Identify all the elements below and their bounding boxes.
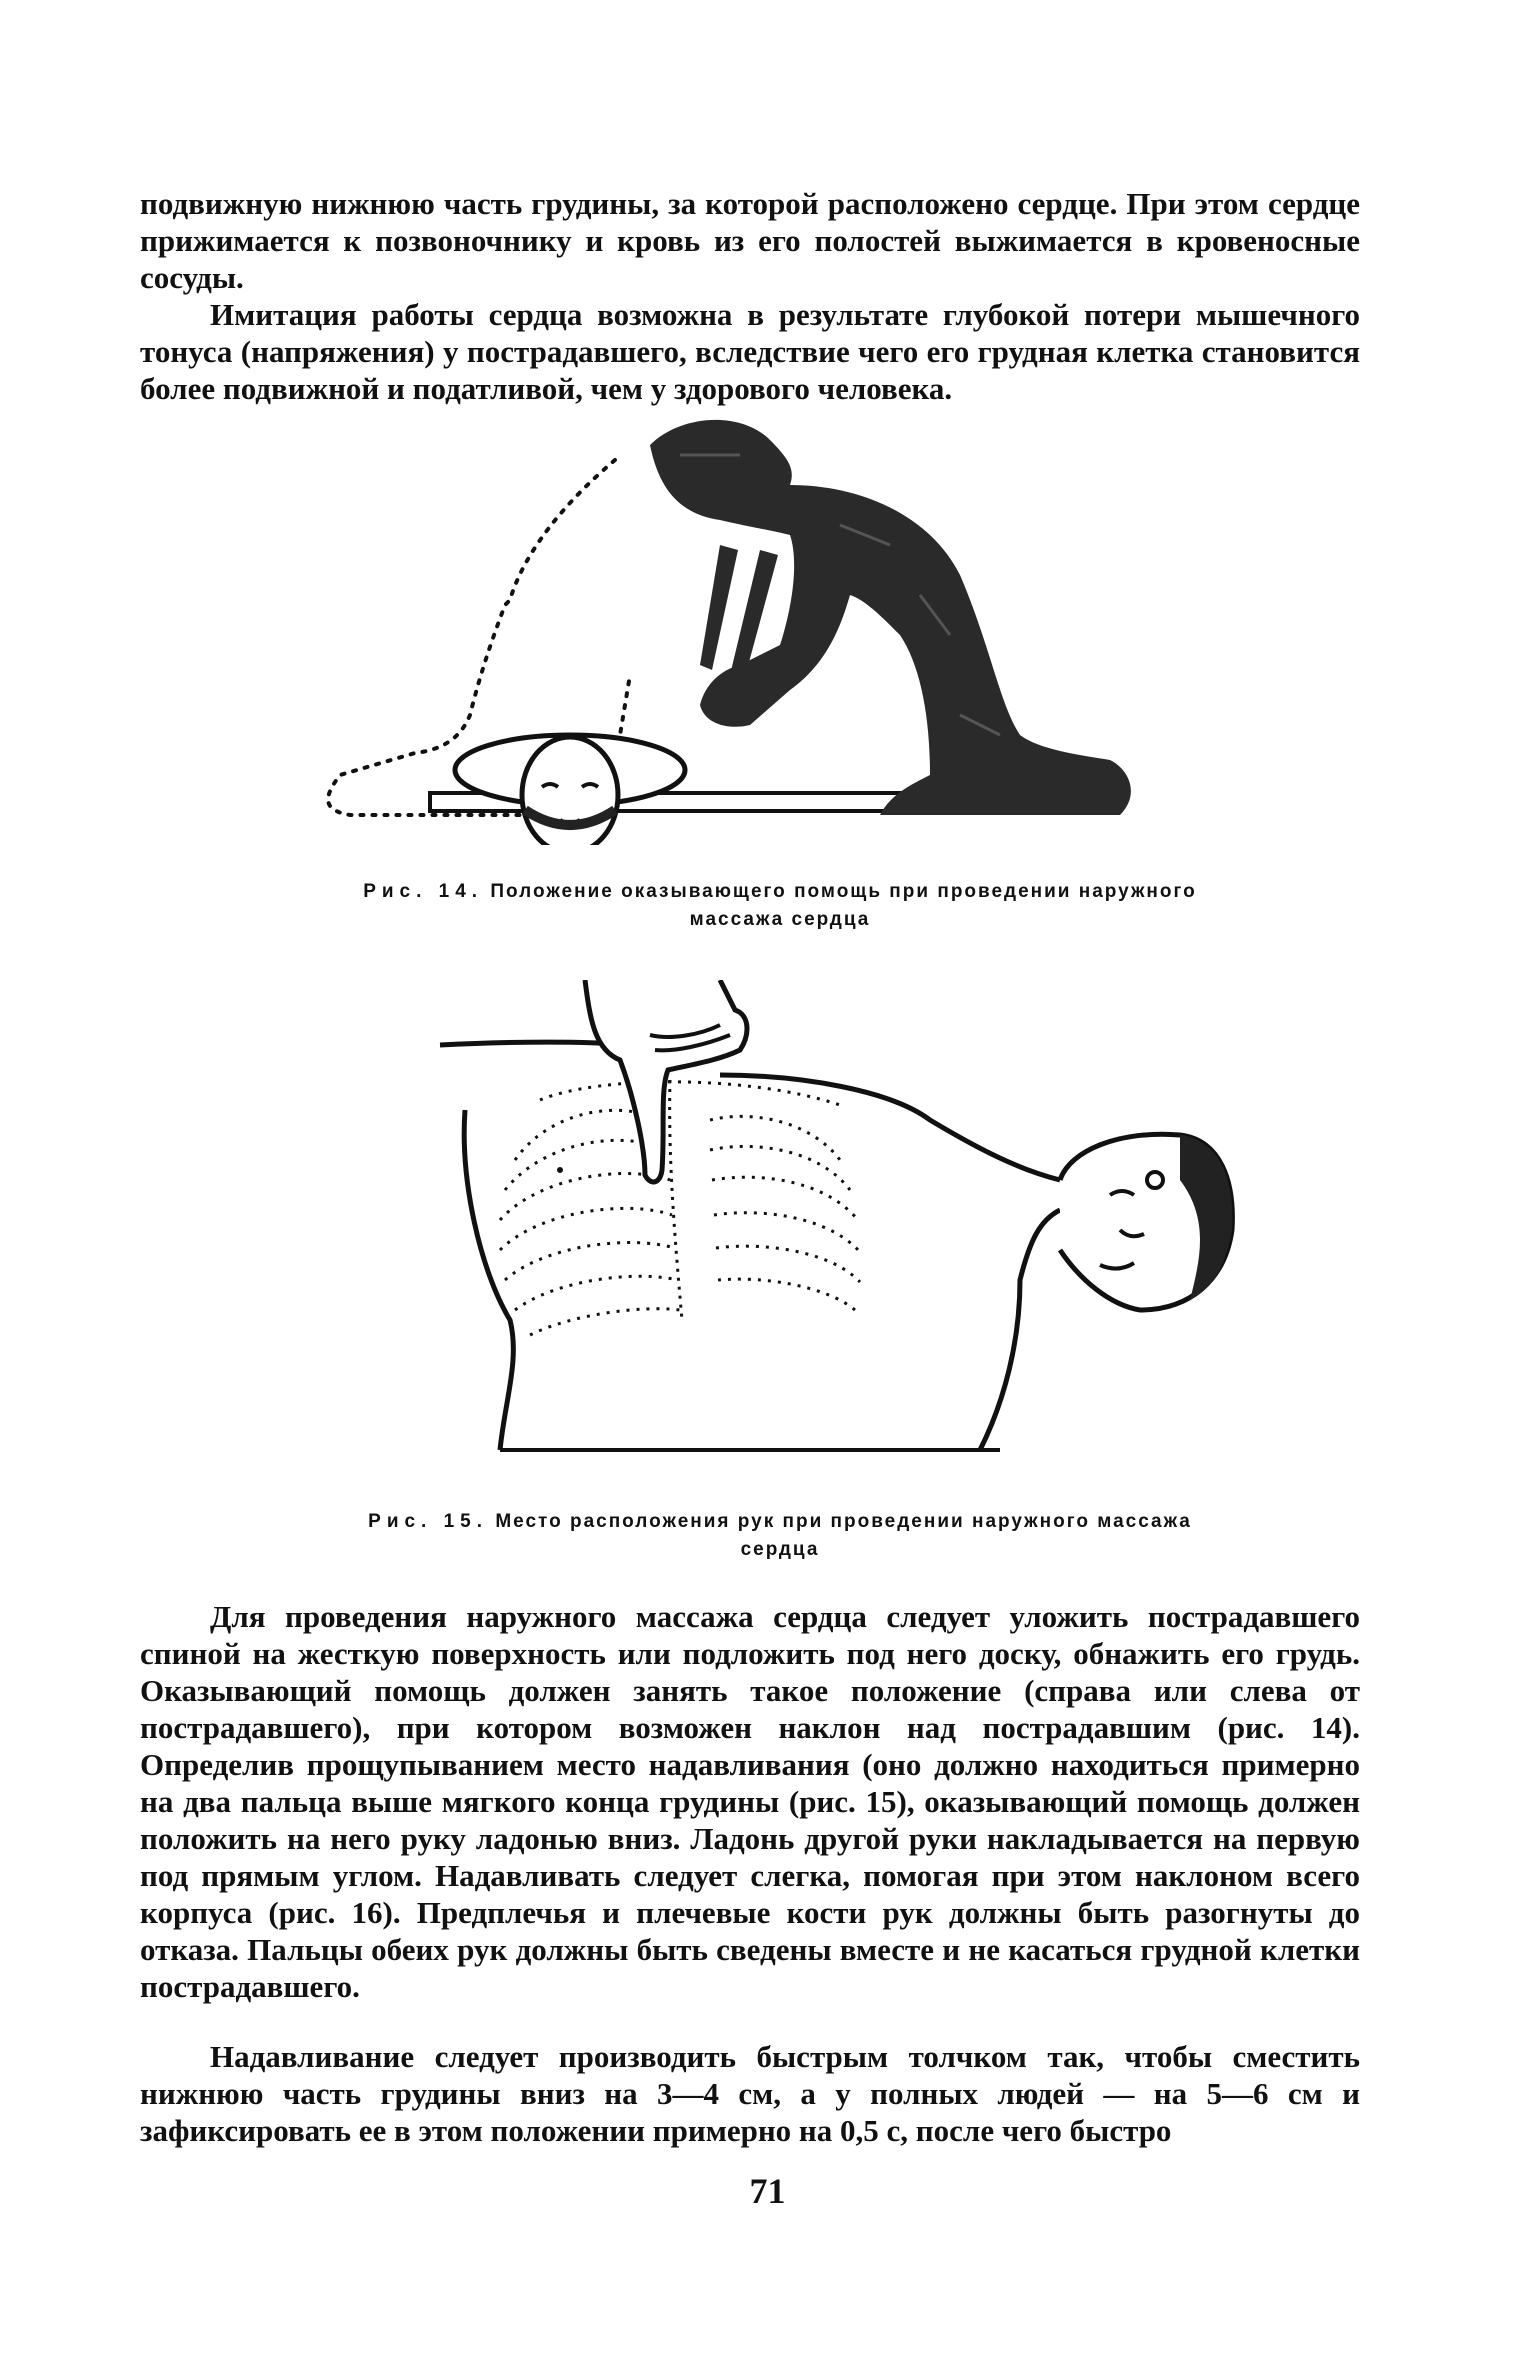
figure-14-caption (330, 878, 1230, 934)
page-number: 71 (749, 2171, 786, 2211)
figure-15-illustration (420, 980, 1240, 1470)
figure-14-label: Рис. 14. (363, 881, 484, 902)
figure-15-label: Рис. 15. (368, 1511, 489, 1532)
paragraph-3: Для проведения наружного массажа сердца следует уложить пострадавшего спиной на жесткую поверхность или подложить под него доску, обнажить его грудь. Оказывающий помощь должен занять такое положение (справа или слева от пострадавшего), при котором возможен наклон над пострадавшим (рис. 14). Определив прощупыванием место надавливания (оно должно находиться примерно на два пальца выше мягкого конца грудины (рис. 15), оказывающий помощь должен положить на него руку ладонью вниз. Ладонь другой руки накладывается на первую под прямым углом. Надавливать следует слегка, помогая при этом наклоном всего корпуса (рис. 16). Предплечья и плечевые кости рук должны быть разогнуты до отказа. Пальцы обеих рук должны быть сведены вместе и не касаться грудной клетки пострадавшего. (140, 1599, 1360, 2004)
paragraph-4: Надавливание следует производить быстрым толчком так, чтобы сместить нижнюю часть грудины вниз на 3—4 см, а у полных людей — на 5—6 см и зафиксировать ее в этом положении примерно на 0,5 с, после чего быстро (140, 2039, 1360, 2148)
figure-15-caption (330, 1508, 1230, 1564)
figure-15-caption-text: Место расположения рук при проведении наружного массажа сердца (495, 1511, 1192, 1560)
figure-14-illustration (320, 415, 1240, 845)
paragraph-2: Имитация работы сердца возможна в результате глубокой потери мышечного тонуса (напряжения) у пострадавшего, вследствие чего его грудная клетка становится более подвижной и податливой, чем у здорового человека. (140, 297, 1360, 406)
paragraph-1: подвижную нижнюю часть грудины, за которой расположено сердце. При этом сердце прижимается к позвоночнику и кровь из его полостей выжимается в кровеносные сосуды. (140, 186, 1360, 295)
figure-14-caption-text: Положение оказывающего помощь при проведении наружного массажа сердца (490, 881, 1197, 930)
